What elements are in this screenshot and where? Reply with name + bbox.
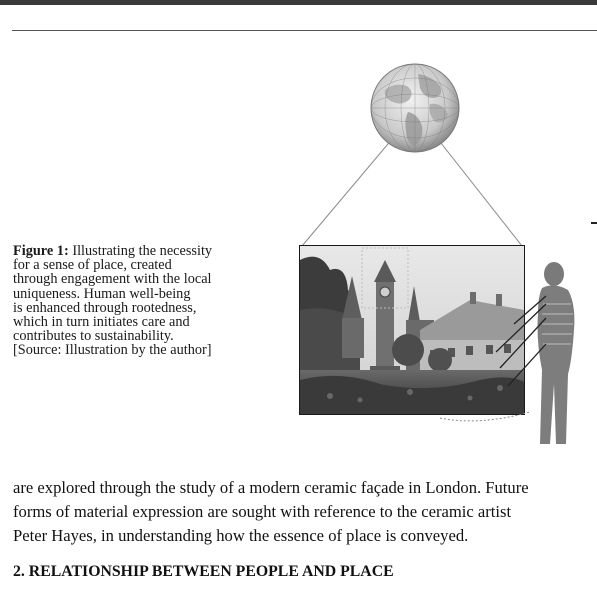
margin-mark xyxy=(591,222,597,224)
caption-line-5: is enhanced through rootedness, xyxy=(13,299,197,316)
caption-line-3: through engagement with the local xyxy=(13,271,212,288)
body-line-2: forms of material expression are sought with reference to the ceramic artist xyxy=(13,502,512,521)
caption-line-8: [Source: Illustration by the author] xyxy=(13,342,212,359)
caption-line-1: Figure 1: Illustrating the necessity xyxy=(13,243,213,259)
caption-label: Figure 1: xyxy=(13,243,69,259)
caption-line-4: uniqueness. Human well-being xyxy=(13,285,191,302)
body-line-3: Peter Hayes, in understanding how the essence of place is conveyed. xyxy=(13,526,469,545)
header-rule xyxy=(12,30,597,31)
town-square-photo xyxy=(299,245,525,420)
body-line-1: are explored through the study of a modern ceramic façade in London. Future xyxy=(13,478,529,497)
section-heading: 2. RELATIONSHIP BETWEEN PEOPLE AND PLACE xyxy=(13,563,394,580)
figure-caption xyxy=(13,244,253,358)
illustration-svg xyxy=(290,60,590,460)
caption-line-2: for a sense of place, created xyxy=(13,257,172,274)
body-paragraph xyxy=(13,476,585,548)
globe-icon xyxy=(371,64,459,152)
caption-line-7: contributes to sustainability. xyxy=(13,328,174,345)
caption-line-6: which in turn initiates care and xyxy=(13,314,190,331)
page-top-bar xyxy=(0,0,597,5)
person-silhouette-icon xyxy=(538,262,575,444)
figure-illustration xyxy=(290,60,590,460)
globe-connector-lines xyxy=(302,138,522,246)
